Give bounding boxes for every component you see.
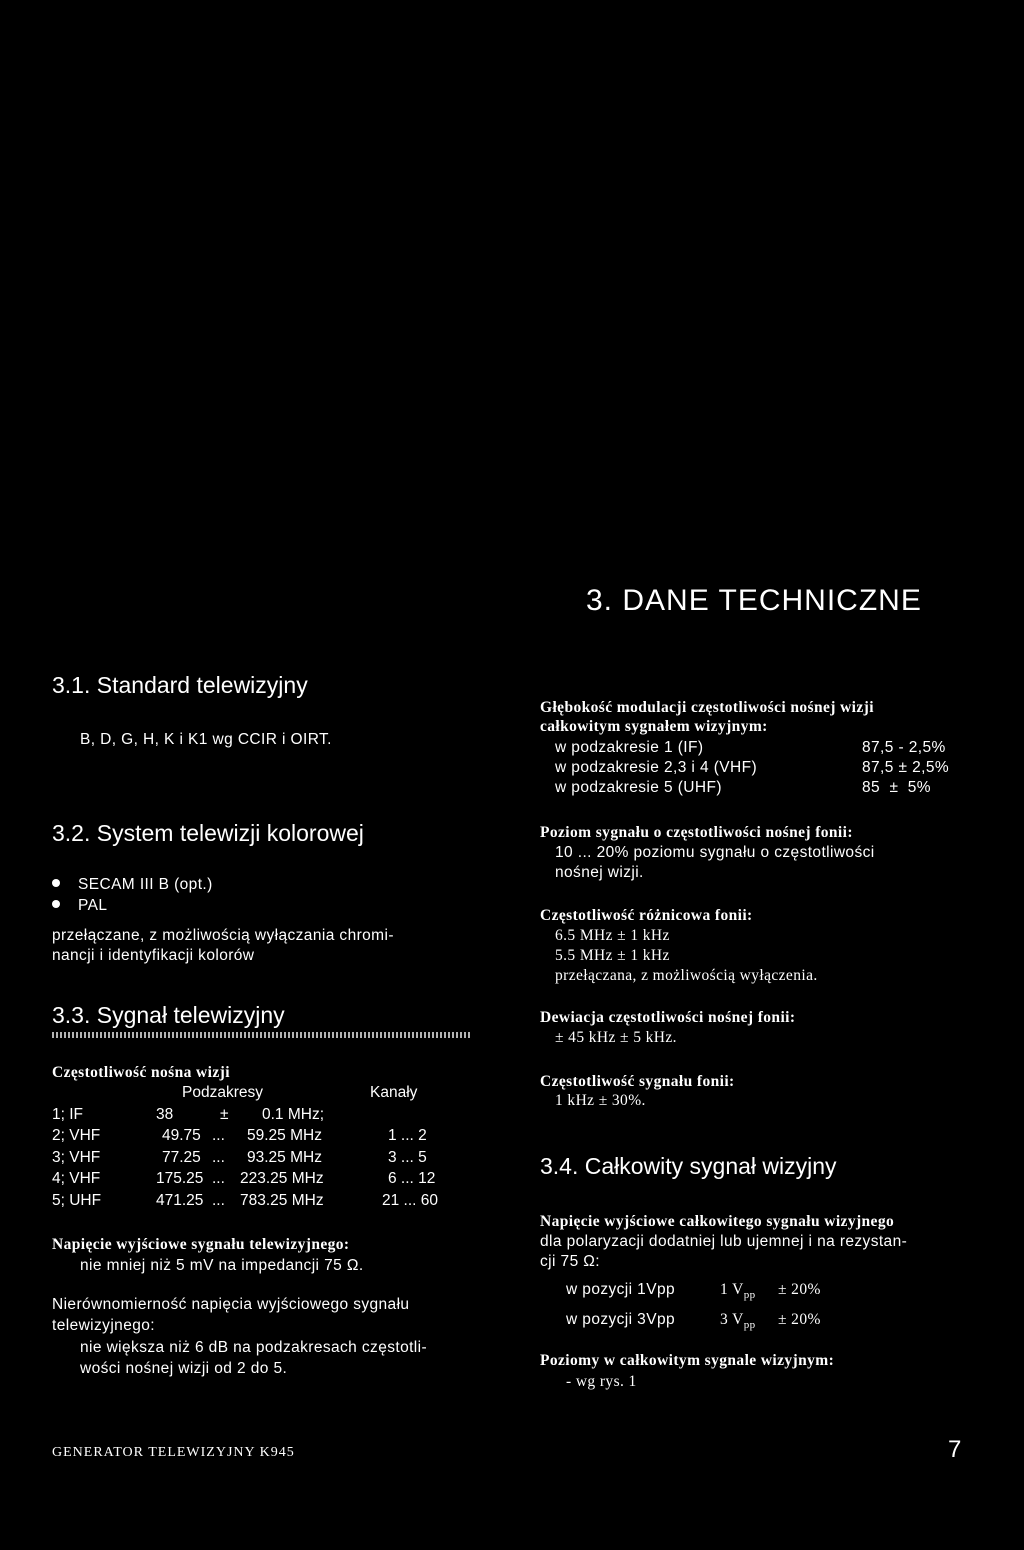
nonuniformity-value-1: nie większa niż 6 dB na podzakresach częstotli- [80,1339,428,1356]
section-3-4-heading: 3.4. Całkowity sygnał wizyjny [540,1153,837,1179]
header-kanaly: Kanały [370,1084,418,1101]
modulation-row-value: 87,5 - 2,5% [862,739,946,756]
cell-band: 5; UHF [52,1191,102,1209]
modulation-row-label: w podzakresie 2,3 i 4 (VHF) [555,759,758,776]
table-row [52,1190,472,1212]
sound-signal-freq-value: 1 kHz ± 30%. [555,1092,646,1109]
modulation-row-value: 85 ± 5% [862,779,931,796]
table-row [52,1147,472,1169]
table-row [52,1125,472,1147]
deviation-label: Dewiacja częstotliwości nośnej fonii: [540,1009,796,1026]
cell-sep: ± [220,1105,229,1123]
cell-to: 223.25 MHz [240,1170,324,1187]
voltage-label-3: cji 75 Ω: [540,1253,600,1270]
modulation-label-1: Głębokość modulacji częstotliwości nośnej wizji [540,699,874,716]
cell-from: 49.75 [162,1127,201,1144]
cell-band: 2; VHF [52,1127,101,1144]
modulation-row-label: w podzakresie 5 (UHF) [555,779,722,796]
nonuniformity-label-1: Nierównomierność napięcia wyjściowego sygnału [52,1296,410,1313]
cell-band: 4; VHF [52,1170,101,1187]
cell-channels: 6 ... 12 [388,1170,436,1187]
frequency-table [52,1082,472,1211]
nonuniformity-value-2: wości nośnej wizji od 2 do 5. [80,1360,288,1377]
position-value: 3 $V_{pp}$ [720,1311,756,1332]
table-header [52,1082,472,1104]
cell-to: 93.25 MHz [247,1148,322,1166]
cell-to: 59.25 MHz [247,1127,322,1144]
voltage-label-2: dla polaryzacji dodatniej lub ujemnej i na rezystan- [540,1233,908,1250]
voltage-label-1: Napięcie wyjściowe całkowitego sygnału wizyjnego [540,1213,895,1230]
table-row [52,1168,472,1190]
bullet-icon [52,879,60,887]
section-3-2-text-line2: nancji i identyfikacji kolorów [52,947,255,964]
levels-label: Poziomy w całkowitym sygnale wizyjnym: [540,1352,835,1369]
deviation-value: ± 45 kHz ± 5 kHz. [555,1029,677,1046]
cell-band: 1; IF [52,1105,84,1123]
cell-from: 77.25 [162,1148,201,1166]
cell-to: 783.25 MHz [240,1191,324,1209]
cell-channels: 3 ... 5 [388,1148,427,1166]
position-tolerance: ± 20% [778,1311,821,1328]
sound-level-line2: nośnej wizji. [555,864,644,881]
bullet-icon [52,900,60,908]
cell-from: 38 [156,1105,174,1123]
bullet-pal: PAL [52,896,107,916]
nonuniformity-label-2: telewizyjnego: [52,1317,155,1334]
modulation-row-label: w podzakresie 1 (IF) [555,739,704,756]
section-3-1-heading: 3.1. Standard telewizyjny [52,672,308,698]
position-label: w pozycji 3Vpp [566,1311,675,1328]
output-voltage-value: nie mniej niż 5 mV na impedancji 75 Ω. [80,1257,364,1274]
position-value: 1 $V_{pp}$ [720,1281,756,1302]
section-3-3-heading: 3.3. Sygnał telewizyjny [52,1002,285,1028]
cell-to: 0.1 MHz; [262,1105,325,1123]
header-podzakresy: Podzakresy [182,1084,263,1101]
modulation-row-value: 87,5 ± 2,5% [862,759,950,776]
section-3-1-text: B, D, G, H, K i K1 wg CCIR i OIRT. [80,731,332,748]
diff-freq-line: 6.5 MHz ± 1 kHz [555,927,670,944]
dotted-rule [52,1032,470,1038]
diff-freq-line: 5.5 MHz ± 1 kHz [555,947,670,964]
table-row [52,1104,472,1126]
sound-level-label: Poziom sygnału o częstotliwości nośnej fonii: [540,824,853,841]
section-3-2-text-line1: przełączane, z możliwością wyłączania chromi- [52,927,394,944]
sound-level-line1: 10 ... 20% poziomu sygnału o częstotliwości [555,844,875,861]
cell-from: 471.25 [156,1191,204,1209]
position-label: w pozycji 1Vpp [566,1281,675,1298]
carrier-freq-label: Częstotliwość nośna wizji [52,1064,230,1081]
cell-channels: 21 ... 60 [382,1191,439,1209]
output-voltage-label: Napięcie wyjściowe sygnału telewizyjnego: [52,1236,350,1253]
bullet-secam: SECAM III B (opt.) [52,875,213,895]
footer-title: GENERATOR TELEWIZYJNY K945 [52,1445,295,1460]
diff-freq-line: przełączana, z możliwością wyłączenia. [555,967,818,984]
cell-sep: ... [212,1127,225,1144]
cell-band: 3; VHF [52,1148,101,1166]
cell-from: 175.25 [156,1170,204,1187]
cell-channels: 1 ... 2 [388,1127,427,1144]
cell-sep: ... [212,1191,225,1209]
section-3-2-heading: 3.2. System telewizji kolorowej [52,820,364,846]
cell-sep: ... [212,1148,225,1166]
diff-freq-label: Częstotliwość różnicowa fonii: [540,907,753,924]
sound-signal-freq-label: Częstotliwość sygnału fonii: [540,1073,735,1090]
position-tolerance: ± 20% [778,1281,821,1298]
levels-value: - wg rys. 1 [566,1373,637,1390]
chapter-title: 3. DANE TECHNICZNE [586,584,922,617]
cell-sep: ... [212,1170,225,1187]
page-number: 7 [948,1436,962,1463]
modulation-label-2: całkowitym sygnałem wizyjnym: [540,718,768,735]
